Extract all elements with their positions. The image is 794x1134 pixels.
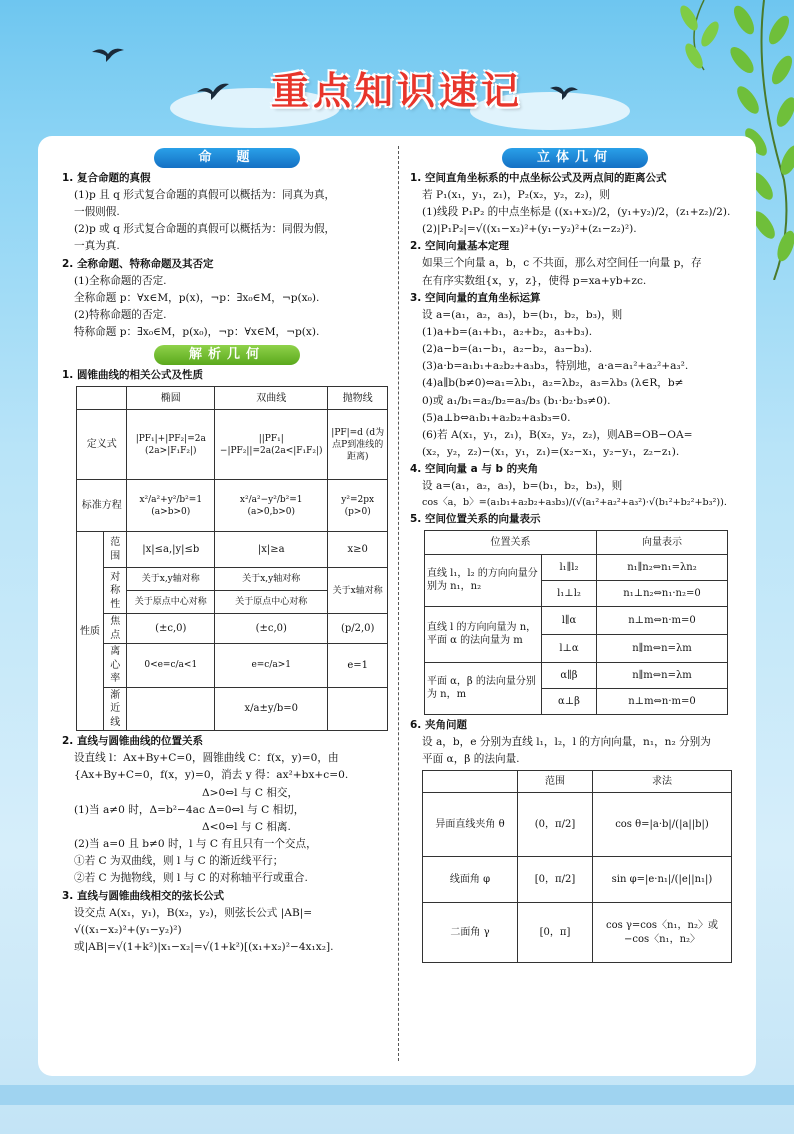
text-line: (x₂，y₂，z₂)−(x₁，y₁，z₁)=(x₂−x₁，y₂−y₁，z₂−z₁).: [422, 446, 680, 459]
text-line: (1)当 a≠0 时，Δ=b²−4ac Δ=0⇔l 与 C 相切，: [74, 803, 305, 816]
table-cell: [0，π]: [518, 903, 593, 963]
text-line: (1)线段 P₁P₂ 的中点坐标是 ((x₁+x₂)/2，(y₁+y₂)/2，(z₁+z₂)/2).: [422, 206, 731, 219]
text-line: 0)或 a₁/b₁=a₂/b₂=a₃/b₃ (b₁·b₂·b₃≠0).: [422, 394, 611, 407]
text-line: 设 a=(a₁，a₂，a₃)，b=(b₁，b₂，b₃)，则: [422, 480, 623, 493]
table-cell: l∥α: [542, 606, 597, 634]
section-header-analytic-geometry: 解析几何: [154, 345, 300, 365]
table-cell: 关于x,y轴对称: [127, 568, 215, 591]
table-cell: n∥m⇔n=λm: [597, 662, 728, 688]
text-line: (2)当 a=0 且 b≠0 时，l 与 C 有且只有一个交点，: [74, 838, 317, 851]
row-label: 平面 α，β 的法向量分别为 n，m: [425, 662, 542, 714]
right-column: [410, 148, 740, 963]
row-label: 渐近线: [104, 687, 127, 731]
table-cell: α⊥β: [542, 688, 597, 714]
row-label: 范围: [104, 532, 127, 568]
table-cell: cos θ=|a·b|/(|a||b|): [593, 793, 732, 857]
text-line: 设 a，b，e 分别为直线 l₁，l₂，l 的方向向量，n₁，n₂ 分别为: [422, 735, 711, 748]
item-heading: 1. 圆锥曲线的相关公式及性质: [62, 369, 203, 382]
row-label: 标准方程: [77, 480, 127, 532]
text-line: (6)若 A(x₁，y₁，z₁)，B(x₂，y₂，z₂)，则AB=OB−OA=: [422, 428, 693, 441]
table-cell: 关于原点中心对称: [127, 591, 215, 614]
text-line: 若 P₁(x₁，y₁，z₁)，P₂(x₂，y₂，z₂)，则: [422, 189, 610, 201]
table-cell: n∥m⇔n=λm: [597, 634, 728, 662]
table-cell: l₁⊥l₂: [542, 580, 597, 606]
row-label: 二面角 γ: [423, 903, 518, 963]
item-heading: 1. 空间直角坐标系的中点坐标公式及两点间的距离公式: [410, 172, 667, 184]
table-cell: |x|≥a: [215, 532, 328, 568]
table-cell: y²=2px (p>0): [328, 480, 388, 532]
text-line: (1)全称命题的否定.: [74, 274, 167, 287]
table-header: 求法: [593, 771, 732, 793]
table-header: 位置关系: [425, 530, 597, 554]
table-cell: (±c,0): [127, 614, 215, 644]
text-line: (2)特称命题的否定.: [74, 308, 167, 321]
table-header: 范围: [518, 771, 593, 793]
item-heading: 4. 空间向量 a 与 b 的夹角: [410, 463, 539, 476]
table-header: 向量表示: [597, 530, 728, 554]
conic-table: [76, 386, 388, 731]
table-cell: [127, 687, 215, 731]
row-label: 性质: [77, 532, 104, 731]
item-heading: 2. 全称命题、特称命题及其否定: [62, 257, 214, 270]
text-line: (4)a∥b(b≠0)⇔a₁=λb₁，a₂=λb₂，a₃=λb₃ (λ∈R，b≠: [422, 377, 684, 390]
banner: [0, 60, 794, 115]
item-heading: 5. 空间位置关系的向量表示: [410, 512, 541, 525]
table-cell: |PF₁|+|PF₂|=2a (2a>|F₁F₂|): [127, 410, 215, 480]
text-line: Δ<0⇔l 与 C 相离.: [202, 820, 291, 833]
table-corner: [77, 387, 127, 410]
text-line: (5)a⊥b⇔a₁b₁+a₂b₂+a₃b₃=0.: [422, 411, 571, 424]
text-line: Δ>0⇔l 与 C 相交，: [202, 786, 299, 799]
footer-band: [0, 1085, 794, 1105]
text-line: 或|AB|=√(1+k²)|x₁−x₂|=√(1+k²)[(x₁+x₂)²−4x₁x₂].: [74, 940, 334, 953]
table-cell: (0，π/2]: [518, 793, 593, 857]
text-line: 一真为真.: [74, 240, 120, 253]
text-line: (3)a·b=a₁b₁+a₂b₂+a₃b₃，特别地，a·a=a₁²+a₂²+a₃².: [422, 360, 689, 373]
table-cell: x/a±y/b=0: [215, 687, 328, 731]
text-line: 全称命题 p：∀x∈M，p(x)，¬p：∃x₀∈M，¬p(x₀).: [74, 291, 320, 304]
table-cell: n⊥m⇔n·m=0: [597, 688, 728, 714]
text-line: {Ax+By+C=0，f(x，y)=0，消去 y 得：ax²+bx+c=0.: [74, 769, 349, 782]
text-line: (2)a−b=(a₁−b₁，a₂−b₂，a₃−b₃).: [422, 343, 593, 356]
row-label: 直线 l₁，l₂ 的方向向量分别为 n₁，n₂: [425, 554, 542, 606]
text-line: 设直线 l：Ax+By+C=0，圆锥曲线 C：f(x，y)=0，由: [74, 752, 339, 765]
item-heading: 6. 夹角问题: [410, 718, 467, 731]
item-heading: 3. 直线与圆锥曲线相交的弦长公式: [62, 889, 224, 902]
table-cell: 关于原点中心对称: [215, 591, 328, 614]
section-header-solid-geometry: 立体几何: [502, 148, 648, 168]
text-line: ①若 C 为双曲线，则 l 与 C 的渐近线平行；: [74, 855, 284, 868]
text-line: 平面 α，β 的法向量.: [422, 753, 520, 766]
text-line: 设 a=(a₁，a₂，a₃)，b=(b₁，b₂，b₃)，则: [422, 308, 623, 321]
section-header-propositions: 命 题: [154, 148, 300, 168]
table-cell: ||PF₁|−|PF₂||=2a(2a<|F₁F₂|): [215, 410, 328, 480]
table-cell: [328, 687, 388, 731]
text-line: 在有序实数组{x，y，z}，使得 p=xa+yb+zc.: [422, 274, 647, 287]
item-heading: 2. 空间向量基本定理: [410, 240, 509, 253]
table-cell: 关于x轴对称: [328, 568, 388, 614]
row-label: 线面角 φ: [423, 857, 518, 903]
text-line: (2)p 或 q 形式复合命题的真假可以概括为：同假为假，: [74, 223, 336, 236]
table-corner: [423, 771, 518, 793]
table-cell: (p/2,0): [328, 614, 388, 644]
table-header: 双曲线: [215, 387, 328, 410]
table-cell: n₁⊥n₂⇔n₁·n₂=0: [597, 580, 728, 606]
text-line: 如果三个向量 a，b，c 不共面，那么对空间任一向量 p，存: [422, 257, 702, 270]
text-line: 一假则假.: [74, 206, 120, 219]
column-divider: [398, 146, 399, 1061]
table-cell: n₁∥n₂⇔n₁=λn₂: [597, 554, 728, 580]
text-line: ②若 C 为抛物线，则 l 与 C 的对称轴平行或重合.: [74, 872, 308, 885]
table-cell: [0，π/2]: [518, 857, 593, 903]
table-cell: x²/a²−y²/b²=1 (a>0,b>0): [215, 480, 328, 532]
table-cell: l⊥α: [542, 634, 597, 662]
table-cell: e=1: [328, 644, 388, 688]
table-cell: 关于x,y轴对称: [215, 568, 328, 591]
item-heading: 3. 空间向量的直角坐标运算: [410, 291, 541, 304]
table-cell: e=c/a>1: [215, 644, 328, 688]
text-line: (1)a+b=(a₁+b₁，a₂+b₂，a₃+b₃).: [422, 325, 593, 338]
row-label: 对称性: [104, 568, 127, 614]
table-header: 椭圆: [127, 387, 215, 410]
item-heading: 2. 直线与圆锥曲线的位置关系: [62, 735, 203, 748]
table-cell: α∥β: [542, 662, 597, 688]
table-header: 抛物线: [328, 387, 388, 410]
text-line: 特称命题 p：∃x₀∈M，p(x₀)，¬p：∀x∈M，¬p(x).: [74, 326, 320, 339]
table-cell: l₁∥l₂: [542, 554, 597, 580]
text-line: 设交点 A(x₁，y₁)，B(x₂，y₂)，则弦长公式 |AB|=: [74, 906, 313, 919]
text-line: (1)p 且 q 形式复合命题的真假可以概括为：同真为真，: [74, 189, 336, 201]
row-label: 定义式: [77, 410, 127, 480]
table-cell: |x|≤a,|y|≤b: [127, 532, 215, 568]
table-cell: x²/a²+y²/b²=1 (a>b>0): [127, 480, 215, 532]
text-line: (2)|P₁P₂|=√((x₁−x₂)²+(y₁−y₂)²+(z₁−z₂)²).: [422, 223, 637, 236]
item-heading: 1. 复合命题的真假: [62, 172, 151, 184]
vector-relation-table: [424, 530, 728, 715]
table-cell: (±c,0): [215, 614, 328, 644]
table-cell: sin φ=|e·n₁|/(|e||n₁|): [593, 857, 732, 903]
text-line: √((x₁−x₂)²+(y₁−y₂)²): [74, 923, 182, 936]
table-cell: cos γ=cos〈n₁，n₂〉或 −cos〈n₁，n₂〉: [593, 903, 732, 963]
table-cell: |PF|=d (d为点P到准线的距离): [328, 410, 388, 480]
row-label: 直线 l 的方向向量为 n，平面 α 的法向量为 m: [425, 606, 542, 662]
row-label: 焦点: [104, 614, 127, 644]
table-cell: n⊥m⇔n·m=0: [597, 606, 728, 634]
row-label: 离心率: [104, 644, 127, 688]
angle-table: [422, 770, 732, 963]
page-title: 重点知识速记: [270, 69, 523, 113]
left-column: [62, 148, 392, 956]
text-line: cos〈a，b〉=(a₁b₁+a₂b₂+a₃b₃)/(√(a₁²+a₂²+a₃²)·√(b₁²+b₂²+b₃²)).: [422, 497, 727, 509]
table-cell: x≥0: [328, 532, 388, 568]
row-label: 异面直线夹角 θ: [423, 793, 518, 857]
table-cell: 0<e=c/a<1: [127, 644, 215, 688]
